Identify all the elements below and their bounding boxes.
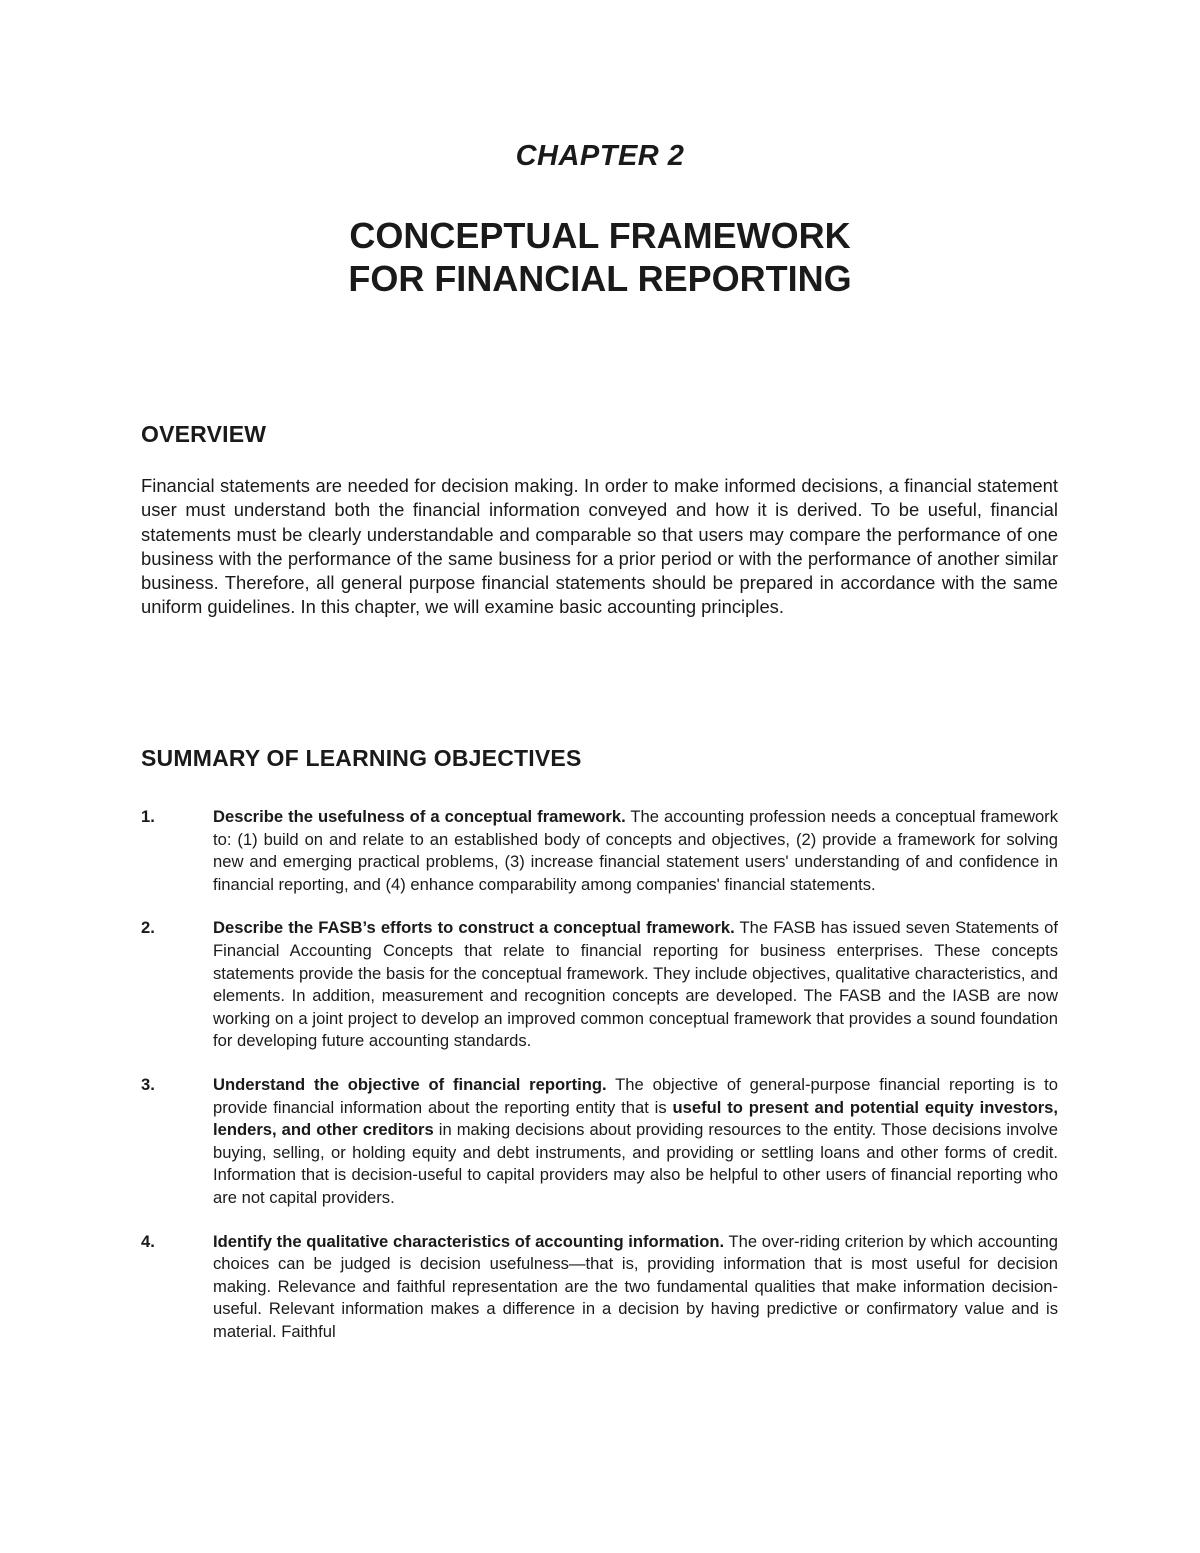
- objective-lead: Identify the qualitative characteristics of accounting information.: [213, 1231, 725, 1251]
- objective-body: The objective of general-purpose financial reporting is to provide financial information about the reporting entity that is: [213, 1074, 1058, 1117]
- objective-number: 1.: [141, 807, 155, 826]
- overview-paragraph: Financial statements are needed for decision making. In order to make informed decisions, a financial statement user must understand both the financial information conveyed and how it is derived. To be useful, financial statements must be clearly understandable and comparable so that users may compare the performance of one business with the performance of the same business for a prior period or with the performance of another similar business. Therefore, all general purpose financial statements should be prepared in accordance with the same uniform guidelines. In this chapter, we will examine basic accounting principles.: [141, 475, 1058, 618]
- objective-number: 2.: [141, 918, 155, 938]
- objective-item-2: [141, 917, 1058, 1053]
- objective-lead: Describe the FASB’s efforts to construct a conceptual framework.: [213, 918, 735, 938]
- chapter-title: [0, 214, 1200, 300]
- objectives-heading: SUMMARY OF LEARNING OBJECTIVES: [141, 745, 582, 771]
- objective-item-4: [141, 1231, 1058, 1344]
- objective-lead: Understand the objective of financial reporting.: [213, 1074, 607, 1094]
- overview-heading: OVERVIEW: [141, 421, 267, 447]
- chapter-title-line-2: FOR FINANCIAL REPORTING: [348, 258, 852, 299]
- chapter-title-line-1: CONCEPTUAL FRAMEWORK: [349, 215, 851, 256]
- chapter-label: CHAPTER 2: [515, 140, 685, 172]
- objective-lead: Describe the usefulness of a conceptual framework.: [213, 807, 626, 826]
- objective-number: 3.: [141, 1074, 155, 1094]
- objective-item-3: [141, 1074, 1058, 1210]
- objective-body: The over-riding criterion by which accounting choices can be judged is decision usefulness—that is, providing information that is most useful for decision making. Relevance and faithful representation are the two fundamental qualities that make information decision-useful. Relevant information makes a difference in a decision by having predictive or confirmatory value and is material. Faithful: [213, 1231, 1059, 1341]
- objective-emphasis: useful to present and potential equity investors, lenders, and other creditors: [213, 1097, 1058, 1140]
- objective-body: The FASB has issued seven Statements of Financial Accounting Concepts that relate to financial reporting for business enterprises. These concepts statements provide the basis for the conceptual framework. They include objectives, qualitative characteristics, and elements. In addition, measurement and recognition concepts are developed. The FASB and the IASB are now working on a joint project to develop an improved common conceptual framework that provides a sound foundation for developing future accounting standards.: [213, 918, 1059, 1051]
- objectives-list: [141, 806, 1058, 1364]
- objective-item-1: [141, 806, 1058, 896]
- objective-body: The accounting profession needs a conceptual framework to: (1) build on and relate to an established body of concepts and objectives, (2) provide a framework for solving new and emerging practical problems, (3) increase financial statement users' understanding of and confidence in financial reporting, and (4) enhance comparability among companies' financial statements.: [213, 807, 1058, 894]
- objective-number: 4.: [141, 1231, 155, 1251]
- objective-body-continued: in making decisions about providing resources to the entity. Those decisions involve buying, selling, or holding equity and debt instruments, and providing or settling loans and other forms of credit. Information that is decision-useful to capital providers may also be helpful to other users of financial reporting who are not capital providers.: [213, 1120, 1058, 1207]
